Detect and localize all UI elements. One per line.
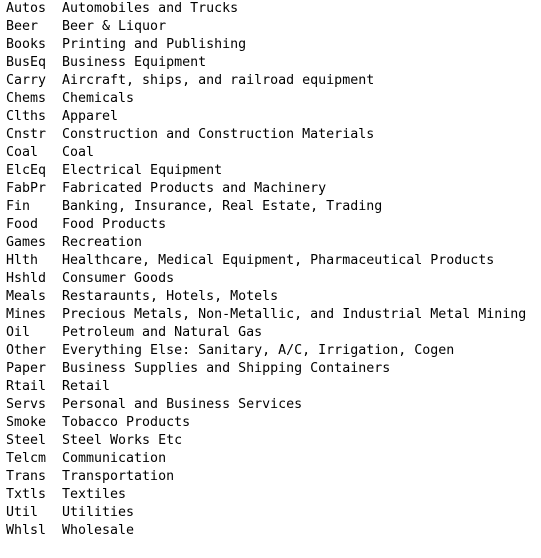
industry-row xyxy=(6,270,541,288)
industry-code-list xyxy=(6,0,541,540)
industry-description: Recreation xyxy=(62,235,143,250)
industry-code: Coal xyxy=(6,145,39,160)
industry-description: Communication xyxy=(62,451,167,466)
industry-code: Hshld xyxy=(6,271,47,286)
industry-row xyxy=(6,486,541,504)
industry-code: ElcEq xyxy=(6,163,47,178)
industry-row xyxy=(6,414,541,432)
industry-row xyxy=(6,54,541,72)
industry-row xyxy=(6,36,541,54)
industry-code: Autos xyxy=(6,1,47,16)
industry-code: FabPr xyxy=(6,181,47,196)
industry-description: Consumer Goods xyxy=(62,271,175,286)
industry-code: Rtail xyxy=(6,379,47,394)
industry-code: Food xyxy=(6,217,39,232)
industry-row xyxy=(6,0,541,18)
industry-code: Mines xyxy=(6,307,47,322)
industry-description: Printing and Publishing xyxy=(62,37,247,52)
industry-code: Cnstr xyxy=(6,127,47,142)
industry-row xyxy=(6,144,541,162)
industry-code: Meals xyxy=(6,289,47,304)
industry-description: Food Products xyxy=(62,217,167,232)
industry-code: Games xyxy=(6,235,47,250)
industry-description: Automobiles and Trucks xyxy=(62,1,239,16)
industry-row xyxy=(6,216,541,234)
industry-description: Textiles xyxy=(62,487,127,502)
industry-description: Everything Else: Sanitary, A/C, Irrigation, Cogen xyxy=(62,343,455,358)
industry-code: Fin xyxy=(6,199,31,214)
industry-description: Personal and Business Services xyxy=(62,397,303,412)
industry-description: Transportation xyxy=(62,469,175,484)
industry-description: Restaraunts, Hotels, Motels xyxy=(62,289,279,304)
industry-code: Chems xyxy=(6,91,47,106)
industry-row xyxy=(6,252,541,270)
industry-code: Beer xyxy=(6,19,39,34)
industry-code: Whlsl xyxy=(6,523,47,538)
industry-code: Clths xyxy=(6,109,47,124)
industry-row xyxy=(6,342,541,360)
industry-description: Healthcare, Medical Equipment, Pharmaceutical Products xyxy=(62,253,495,268)
industry-row xyxy=(6,360,541,378)
industry-code: Carry xyxy=(6,73,47,88)
industry-row xyxy=(6,396,541,414)
industry-description: Utilities xyxy=(62,505,135,520)
industry-code: Smoke xyxy=(6,415,47,430)
industry-description: Business Equipment xyxy=(62,55,207,70)
industry-row xyxy=(6,324,541,342)
industry-code: Txtls xyxy=(6,487,47,502)
industry-code: Steel xyxy=(6,433,47,448)
industry-description: Apparel xyxy=(62,109,119,124)
industry-code: Servs xyxy=(6,397,47,412)
industry-description: Aircraft, ships, and railroad equipment xyxy=(62,73,375,88)
industry-description: Chemicals xyxy=(62,91,135,106)
industry-row xyxy=(6,288,541,306)
industry-description: Banking, Insurance, Real Estate, Trading xyxy=(62,199,383,214)
industry-row xyxy=(6,378,541,396)
industry-description: Petroleum and Natural Gas xyxy=(62,325,263,340)
industry-row xyxy=(6,162,541,180)
industry-code: Other xyxy=(6,343,47,358)
industry-row xyxy=(6,126,541,144)
industry-row xyxy=(6,432,541,450)
industry-row xyxy=(6,234,541,252)
industry-code: Telcm xyxy=(6,451,47,466)
industry-description: Construction and Construction Materials xyxy=(62,127,375,142)
industry-code: Oil xyxy=(6,325,31,340)
industry-row xyxy=(6,72,541,90)
industry-row xyxy=(6,468,541,486)
industry-row xyxy=(6,450,541,468)
industry-description: Precious Metals, Non-Metallic, and Industrial Metal Mining xyxy=(62,307,527,322)
industry-description: Retail xyxy=(62,379,111,394)
industry-row xyxy=(6,108,541,126)
industry-description: Wholesale xyxy=(62,523,135,538)
industry-row xyxy=(6,180,541,198)
industry-row xyxy=(6,18,541,36)
industry-row xyxy=(6,504,541,522)
industry-code: Hlth xyxy=(6,253,39,268)
industry-description: Coal xyxy=(62,145,95,160)
industry-code: Util xyxy=(6,505,39,520)
industry-code: Trans xyxy=(6,469,47,484)
industry-code: BusEq xyxy=(6,55,47,70)
industry-code: Books xyxy=(6,37,47,52)
industry-description: Steel Works Etc xyxy=(62,433,183,448)
industry-description: Fabricated Products and Machinery xyxy=(62,181,327,196)
industry-code: Paper xyxy=(6,361,47,376)
industry-description: Electrical Equipment xyxy=(62,163,223,178)
industry-row xyxy=(6,522,541,540)
industry-row xyxy=(6,306,541,324)
industry-description: Business Supplies and Shipping Containers xyxy=(62,361,391,376)
industry-row xyxy=(6,90,541,108)
industry-description: Beer & Liquor xyxy=(62,19,167,34)
industry-row xyxy=(6,198,541,216)
industry-description: Tobacco Products xyxy=(62,415,191,430)
